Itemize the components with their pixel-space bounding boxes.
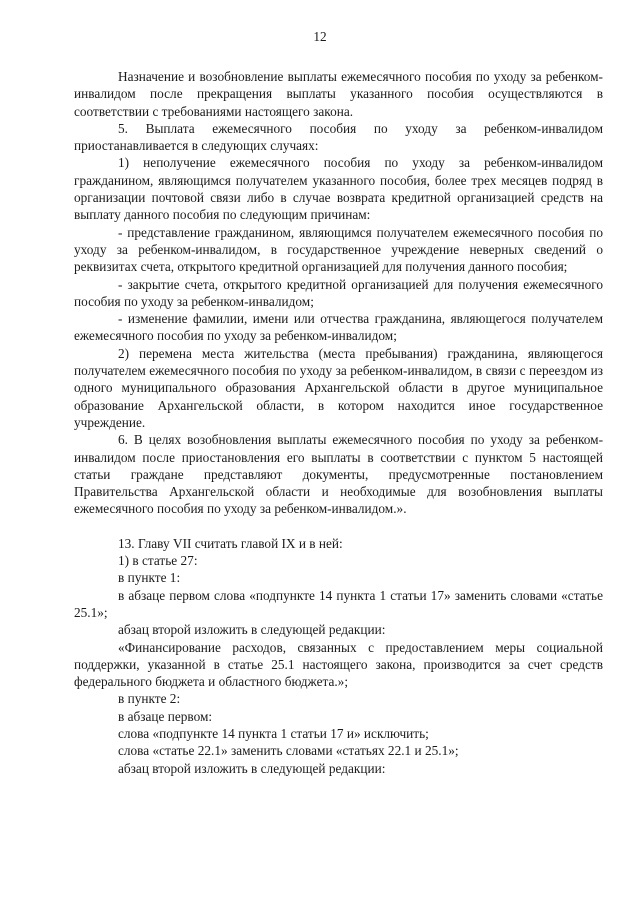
paragraph: в абзаце первом: (118, 708, 213, 724)
paragraph: - представление гражданином, являющимся получателем ежемесячного пособия по уходу за ребенком-инвалидом, в государственное учреждение неверных сведений о реквизитах счета, открытого кредитной организацией для получения данного пособия; (74, 224, 603, 275)
paragraph: 1) в статье 27: (118, 553, 198, 569)
paragraph: - закрытие счета, открытого кредитной организацией для получения ежемесячного пособия по уходу за ребенком-инвалидом; (74, 276, 603, 309)
paragraph: 13. Главу VII считать главой IX и в ней: (118, 535, 343, 551)
paragraph: 5. Выплата ежемесячного пособия по уходу за ребенком-инвалидом приостанавливается в следующих случаях: (74, 120, 603, 154)
paragraph: - изменение фамилии, имени или отчества гражданина, являющегося получателем ежемесячного пособия по уходу за ребенком-инвалидом; (74, 311, 603, 344)
paragraph: в пункте 2: (118, 691, 181, 707)
page-number: 12 (313, 29, 327, 44)
paragraph: в абзаце первом слова «подпункте 14 пункта 1 статьи 17» заменить словами «статье 25.1»; (74, 587, 603, 620)
paragraph: «Финансирование расходов, связанных с предоставлением меры социальной поддержки, указанной в статье 25.1 настоящего закона, производится за счет средств федерального бюджета и областного бюджета.»; (74, 639, 603, 690)
paragraph: 1) неполучение ежемесячного пособия по уходу за ребенком-инвалидом гражданином, являющимся получателем указанного пособия, более трех месяцев подряд в организации почтовой связи либо в случае возврата кредитной организацией средств на выплату данного пособия по следующим причинам: (74, 155, 603, 223)
paragraph: слова «подпункте 14 пункта 1 статьи 17 и» исключить; (118, 725, 429, 741)
paragraph: абзац второй изложить в следующей редакции: (118, 622, 386, 638)
document-body (74, 68, 603, 777)
paragraph: слова «статье 22.1» заменить словами «статьях 22.1 и 25.1»; (118, 743, 459, 759)
paragraph: в пункте 1: (118, 570, 181, 586)
paragraph: абзац второй изложить в следующей редакции: (118, 760, 386, 776)
paragraph: 2) перемена места жительства (места пребывания) гражданина, являющегося получателем ежемесячного пособия по уходу за ребенком-инвалидом, в связи с переездом из одного муниципального образования Архангельской области в другое муниципальное образование Архангельской области, в котором находится иное государственное учреждение. (74, 345, 603, 430)
paragraph: Назначение и возобновление выплаты ежемесячного пособия по уходу за ребенком-инвалидом после прекращения выплаты указанного пособия осуществляются в соответствии с требованиями настоящего закона. (74, 69, 603, 119)
paragraph: 6. В целях возобновления выплаты ежемесячного пособия по уходу за ребенком-инвалидом после приостановления его выплаты в соответствии с пунктом 5 настоящей статьи граждане представляют документы, предусмотренные постановлением Правительства Архангельской области и необходимые для возобновления выплаты ежемесячного пособия по уходу за ребенком-инвалидом.». (74, 432, 603, 517)
